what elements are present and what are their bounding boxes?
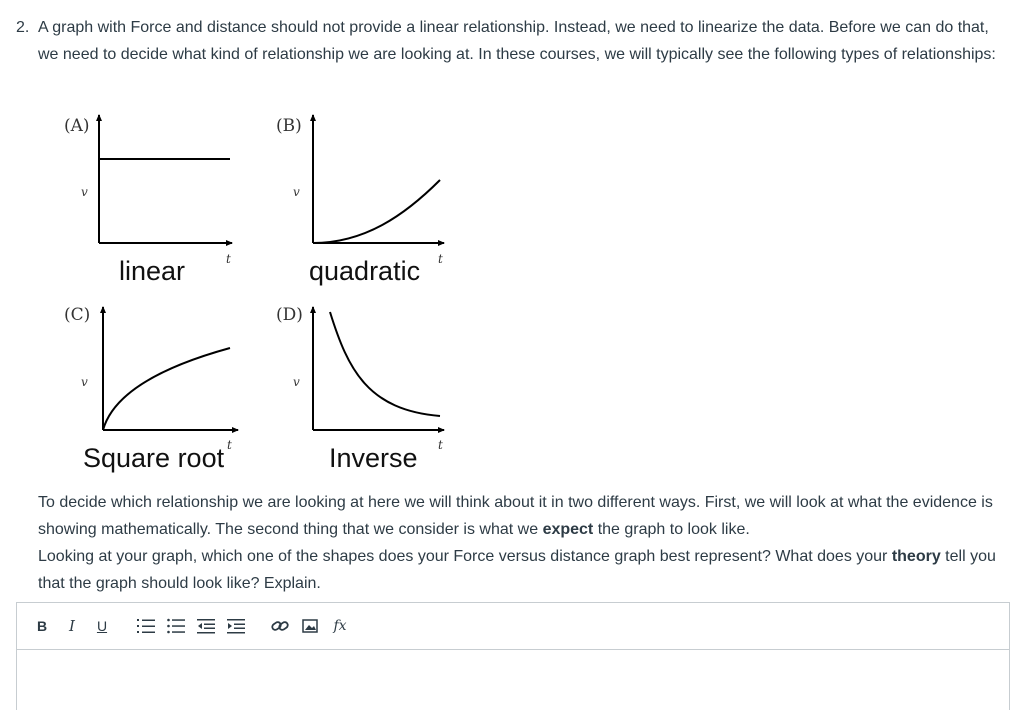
rich-text-editor — [16, 602, 1010, 710]
link-button[interactable] — [269, 615, 291, 637]
image-button[interactable] — [299, 615, 321, 637]
paragraph-method — [38, 489, 1008, 543]
y-axis-label: v — [81, 185, 88, 199]
x-axis-label: t — [438, 252, 443, 266]
y-axis-label: v — [293, 185, 300, 199]
followup-text — [38, 489, 1008, 597]
emphasis-theory: theory — [891, 548, 941, 565]
x-axis-label: t — [226, 252, 231, 266]
bullet-list-icon — [167, 618, 185, 634]
outdent-icon — [197, 618, 215, 634]
image-icon — [302, 618, 318, 634]
bold-button[interactable]: B — [36, 618, 48, 634]
relationship-name: quadratic — [309, 256, 421, 286]
emphasis-expect: expect — [542, 521, 594, 538]
formula-icon: fx — [333, 618, 347, 634]
text-run: tell you that the graph should look like? Explain. — [38, 548, 996, 592]
link-icon — [271, 618, 289, 634]
curve — [330, 312, 440, 416]
x-axis-label: t — [227, 438, 232, 452]
question-text: A graph with Force and distance should not provide a linear relationship. Instead, we need to linearize the data. Before we can do that, we need to decide what kind of relationship we are looking at. In these courses, we will typically see the following types of relationships: — [38, 19, 996, 63]
graph-linear — [64, 115, 232, 286]
curve — [313, 180, 440, 243]
numbered-list-button[interactable] — [135, 615, 157, 637]
text-run: Looking at your graph, which one of the shapes does your Force versus distance graph best represent? What does your — [38, 548, 892, 565]
text-run: the graph to look like. — [593, 521, 750, 538]
question-number: 2. — [16, 19, 30, 36]
relationship-name: Square root — [83, 443, 225, 473]
panel-letter: (C) — [64, 305, 91, 325]
panel-letter: (A) — [64, 116, 90, 136]
y-axis-label: v — [293, 375, 300, 389]
indent-icon — [227, 618, 245, 634]
relationship-name: linear — [119, 256, 186, 286]
graph-quadratic — [276, 115, 444, 286]
outdent-button[interactable] — [195, 615, 217, 637]
editor-content-area[interactable] — [17, 650, 1009, 710]
underline-button[interactable]: U — [96, 618, 108, 634]
panel-letter: (B) — [276, 116, 302, 136]
text-run: To decide which relationship we are looking at here we will think about it in two different ways. First, we will look at what the evidence is showing mathematically. The second thing that we consider is what we — [38, 494, 993, 538]
x-axis-label: t — [438, 438, 443, 452]
indent-button[interactable] — [225, 615, 247, 637]
bullet-list-button[interactable] — [165, 615, 187, 637]
numbered-list-icon — [137, 618, 155, 634]
curve — [103, 348, 230, 430]
y-axis-label: v — [81, 375, 88, 389]
italic-button[interactable]: I — [69, 617, 75, 635]
editor-toolbar — [17, 603, 1009, 650]
panel-letter: (D) — [276, 305, 303, 325]
formula-button[interactable] — [329, 615, 351, 637]
graph-square-root — [64, 305, 238, 473]
graph-inverse — [276, 305, 444, 473]
relationship-name: Inverse — [329, 443, 418, 473]
paragraph-prompt — [38, 543, 1008, 597]
